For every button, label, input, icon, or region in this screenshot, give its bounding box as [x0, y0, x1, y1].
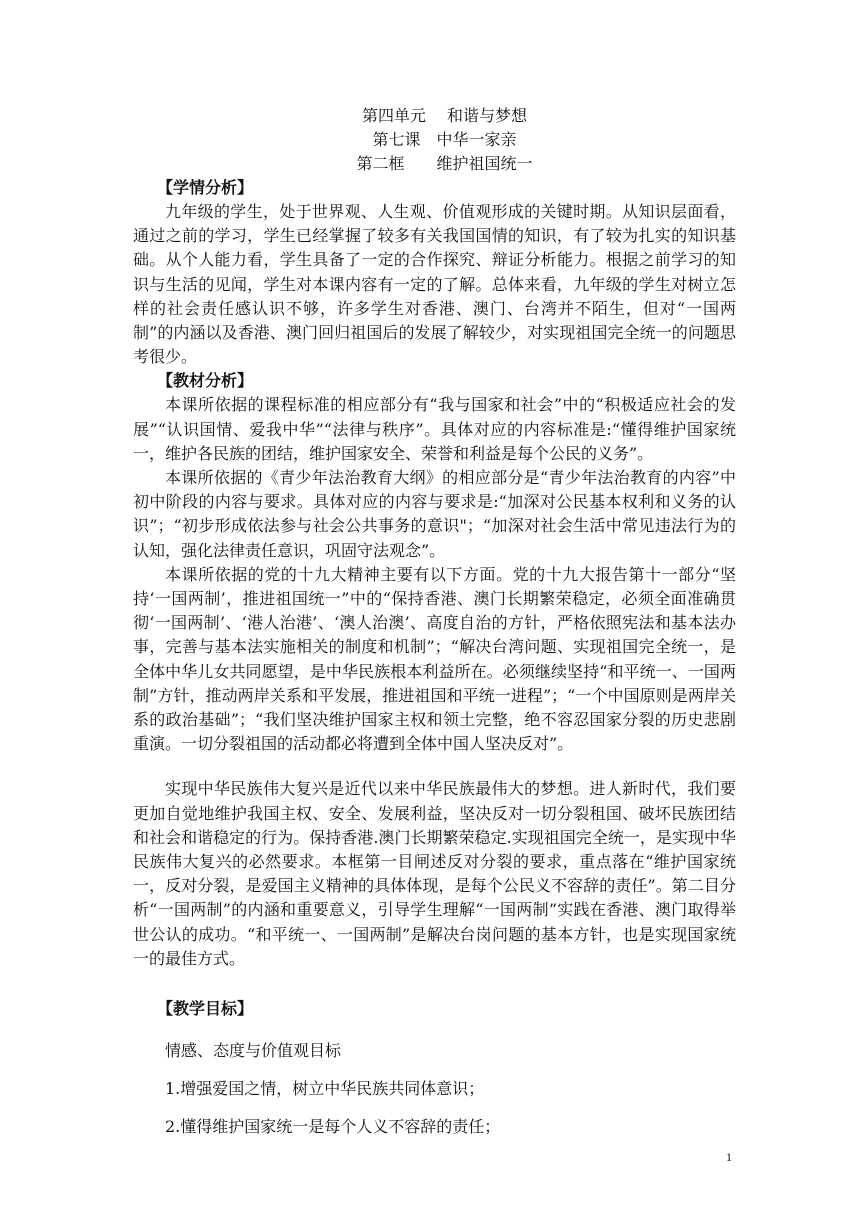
paragraph-gap [133, 756, 736, 777]
textbook-analysis-paragraph-3: 本课所依据的党的十九大精神主要有以下方面。党的十九大报告第十一部分“坚持‘一国两制’，推进祖国统一”中的“保持香港、澳门长期繁荣稳定，必须全面准确贯彻‘一国两制’、‘港人治港’、‘澳人治澳’、高度自治的方针，严格依照宪法和基本法办事，完善与基本法实施相关的制度和机制”；“解决台湾问题、实现祖国完全统一，是全体中华儿女共同愿望，是中华民族根本利益所在。必须继续坚持“和平统一、一国两制”方针，推动两岸关系和平发展，推进祖国和平统一进程”；“一个中国原则是两岸关系的政治基础”；“我们坚决维护国家主权和领土完整，绝不容忍国家分裂的历史悲剧重演。一切分裂祖国的活动都必将遭到全体中国人坚决反对”。 [133, 564, 736, 754]
textbook-analysis-paragraph-1: 本课所依据的课程标准的相应部分有“我与国家和社会”中的“积极适应社会的发展”“认识国情、爱我中华”“法律与秩序”。具体对应的内容标准是:“懂得维护国家统一，维护各民族的团结，维护国家安全、荣誉和利益是每个公民的义务”。 [133, 395, 736, 463]
page-content [133, 104, 736, 1146]
textbook-analysis-heading: 【教材分析】 [157, 371, 254, 391]
teaching-goal-item-1: 1.增强爱国之情，树立中华民族共同体意识； [165, 1079, 485, 1099]
section-title: 第二框 维护祖国统一 [356, 154, 533, 173]
student-analysis-paragraph: 九年级的学生，处于世界观、人生观、价值观形成的关键时期。从知识层面看，通过之前的学习，学生已经掌握了较多有关我国国情的知识，有了较为扎实的知识基础。从个人能力看，学生具备了一定的合作探究、辩证分析能力。根据之前学习的知识与生活的见闻，学生对本课内容有一定的了解。总体来看，九年级的学生对树立怎样的社会责任感认识不够，许多学生对香港、澳门、台湾并不陌生，但对“一国两制”的内涵以及香港、澳门回归祖国后的发展了解较少，对实现祖国完全统一的问题思考很少。 [133, 202, 736, 367]
teaching-goal-item-2: 2.懂得维护国家统一是每个人义不容辞的责任； [165, 1117, 501, 1137]
teaching-goals-heading: 【教学目标】 [157, 999, 254, 1019]
lesson-title: 第七课 中华一家亲 [372, 130, 517, 149]
textbook-analysis-paragraph-2: 本课所依据的《青少年法治教育大纲》的相应部分是“青少年法治教育的内容”中初中阶段的内容与要求。具体对应的内容与要求是:“加深对公民基本权利和义务的认识”；“初步形成依法参与社会公共事务的意识"；“加深对社会生活中常见违法行为的认知，强化法律责任意识，巩固守法观念”。 [133, 468, 736, 560]
page-number: 1 [726, 1150, 732, 1164]
unit-title: 第四单元 和谐与梦想 [361, 106, 528, 125]
student-analysis-heading: 【学情分析】 [157, 178, 254, 197]
textbook-analysis-paragraph-4: 实现中华民族伟大复兴是近代以来中华民族最伟大的梦想。进人新时代，我们要更加自觉地维护我国主权、安全、发展利益，坚决反对一切分裂租国、破坏民族团结和社会和谐稳定的行为。保持香港.澳门长期繁荣稳定.实现祖国完全统一，是实现中华民族伟大复兴的必然要求。本框第一目闸述反对分裂的要求，重点落在“维护国家统一，反对分裂，是爱国主义精神的具体体现，是每个公民义不容辞的责任”。第二目分析“一国两制”的内涵和重要意义，引导学生理解“一国两制”实践在香港、澳门取得举世公认的成功。“和平统一、一国两制”是解决台岗问题的基本方针，也是实现国家统一的最佳方式。 [133, 779, 736, 968]
paragraph-gap [133, 971, 736, 992]
teaching-goals-subheading: 情感、态度与价值观目标 [165, 1041, 342, 1061]
